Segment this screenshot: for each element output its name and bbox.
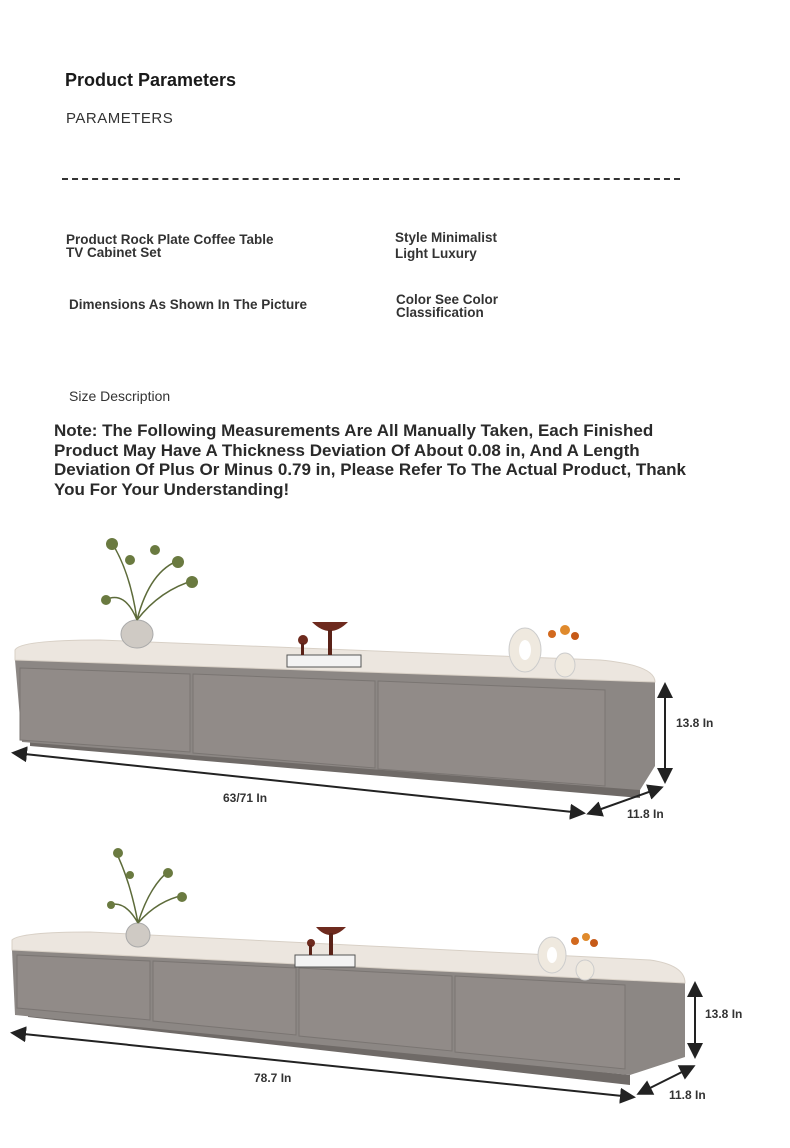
param-color-line1: Color See Color — [396, 292, 499, 307]
param-dimensions — [69, 298, 307, 311]
bowl-decor-icon — [287, 622, 361, 667]
param-color-line2: Classification — [396, 305, 484, 320]
size-heading: Size Description — [69, 388, 171, 404]
height-label: 13.8 In — [676, 716, 714, 730]
dashed-divider — [62, 178, 680, 180]
param-color — [396, 293, 498, 319]
product-figure-2 — [0, 835, 790, 1148]
depth-label: 11.8 In — [627, 807, 664, 821]
param-dimensions-line1: Dimensions As Shown In The Picture — [69, 297, 308, 312]
vase-plant-icon — [101, 538, 198, 648]
vase-plant-icon-2 — [107, 848, 187, 947]
depth-label-2: 11.8 In — [669, 1088, 706, 1102]
param-style — [395, 230, 497, 262]
height-label-2: 13.8 In — [705, 1007, 743, 1021]
length-label: 63/71 In — [223, 791, 268, 805]
param-product-line1: Product Rock Plate Coffee Table — [66, 232, 274, 247]
product-figure-1 — [0, 510, 790, 830]
param-style-line2: Light Luxury — [395, 246, 477, 261]
size-note: Note: The Following Measurements Are All Manually Taken, Each Finished Product May Have A Thickness Deviation Of About 0.08 in, And A Length Deviation Of Plus Or Minus 0.79 in, Please Refer To The Actual Product, Thank You For Your Understanding! — [54, 421, 686, 499]
page-title: Product Parameters — [65, 70, 237, 90]
param-product — [66, 233, 274, 259]
page-subtitle: PARAMETERS — [66, 110, 174, 127]
length-label-2: 78.7 In — [254, 1071, 292, 1085]
param-style-line1: Style Minimalist — [395, 230, 498, 245]
param-product-line2: TV Cabinet Set — [66, 245, 162, 260]
